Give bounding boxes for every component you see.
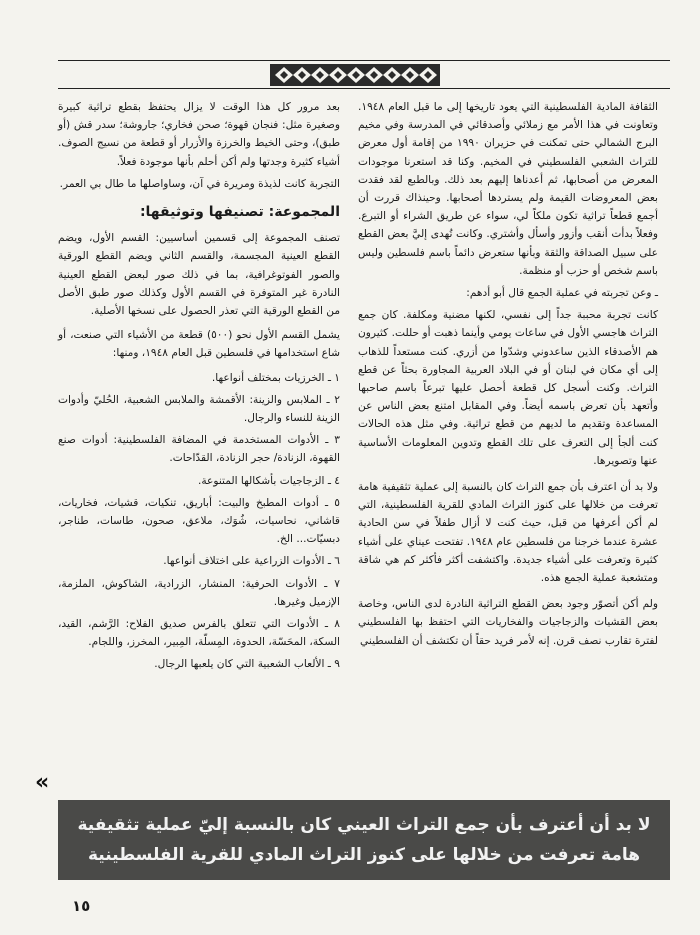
pull-quote-line: لا بد أن أعترف بأن جمع التراث العيني كان بالنسبة إليّ عملية تثقيفية [77, 815, 651, 835]
paragraph: كانت تجربة محببة جداً إلى نفسي، لكنها مضنية ومكلفة. كان جمع التراث هاجسي الأول في ساعات يومي وأينما ذهبت أو حللت. كثيرون هم الأصدقاء الذين ساعدوني وشدّوا من أزري. كنت مستعداً للذهاب إلى أي مكان في لبنان أو في البلاد العربية المجاورة بحثاً عن قطع التراث. وكنت أسجل كل قطعة أحصل عليها تبرعاً باسم صاحبها وأتعهد بأن تعرض باسمه أيضاً. وفي المقابل امتنع بعض الناس عن المساعدة وتقديم ما لديهم من قطع تراثية. وفي مثل هذه الحالات كنت ألجأ إلى التعرف على تلك القطع وتدوين المعلومات الأساسية عنها وتصويرها. [358, 309, 658, 467]
list-item: ٤ ـ الزجاجيات بأشكالها المتنوعة. [197, 474, 340, 487]
paragraph: الثقافة المادية الفلسطينية التي يعود تاريخها إلى ما قبل العام ١٩٤٨. وتعاونت في هذا الأمر مع زملائي وأصدقائي في المدرسة وفي مخيم البرج الشمالي حتى تمكنت في حزيران ١٩٩٠ من إقامة أول معرض للتراث الشعبي الفلسطيني في المخيم. وكنا قد استعرنا موجودات المعرض من أصحابها، ثم أعدناها إليهم بعد ذلك. وبالطبع لقد فقدت بعض المعروضات القيمة ولم يستردها أصحابها. وحينذاك قررت أن أجمع قطعاً تراثية تكون ملكاً لي، سواء عن طريق الشراء أو التبرع. وفعلاً بدأت أنقب وأزور وأسأل وأشتري. وكانت تُهدى إليَّ بعض القطع على سبيل الصداقة والثقة وبأنها ستعرض دائماً باسم فلسطين وليس باسم شخص أو حزب أو منظمة. [358, 101, 658, 277]
list-item: ٢ ـ الملابس والزينة: الأقمشة والملابس الشعبية، الحُليّ وأدوات الزينة للنساء والرجال. [58, 393, 340, 425]
top-rule [58, 60, 670, 61]
paragraph: تصنف المجموعة إلى قسمين أساسيين: القسم الأول، ويضم القطع العينية المجسمة، والقسم الثاني ويضم القطع الورقية والصور الفوتوغرافية، بما في ذلك صور لبعض القطع العينية النادرة غير المتوفرة في القسم الأول وكذلك صور طبق الأصل من القطع الورقية التي تعذر الحصول على نسخها الأصلية. [58, 232, 340, 318]
paragraph: ولم أكن أتصوّر وجود بعض القطع التراثية النادرة لدى الناس، وخاصة بعض القشيات والزجاجيات والفخاريات التي احتفظ بها الفلسطيني لفترة تقارب نصف قرن. إنه لأمر فريد حقاً أن تكتشف أن الفلسطيني [358, 598, 658, 647]
left-column [58, 98, 340, 678]
list-item: ٥ ـ أدوات المطبخ والبيت: أباريق، تنكيات، قشيات، فخاريات، قاشاني، نحاسيات، شُوَك، ملاعق، صحون، طاسات، طناجر، دبسيّات... الخ. [58, 496, 340, 546]
right-column [358, 98, 658, 654]
section-heading: المجموعة: تصنيفها وتوثيقها: [139, 204, 340, 221]
list-item: ٨ ـ الأدوات التي تتعلق بالفرس صديق الفلاح: الرَّشم، القيد، السكة، المحَسّة، الحدوة، المِسلّة، المِبير، المخرز، واللجام. [58, 618, 340, 649]
page-number: ١٥ [72, 897, 91, 915]
pull-quote [58, 800, 670, 880]
interview-question: ـ وعن تجربته في عملية الجمع قال أبو أدهم: [466, 287, 658, 300]
list-item: ٩ ـ الألعاب الشعبية التي كان يلعبها الرجال. [154, 658, 340, 671]
paragraph: بعد مرور كل هذا الوقت لا يزال يحتفظ بقطع تراثية كبيرة وصغيرة مثل: فنجان قهوة؛ صحن فخاري؛ جاروشة؛ سدر قش (أو طبق)، وحتى الخيط والخرزة والأزرار أو قطعة من نسيج الصوف. أشياء كثيرة وجدتها ولم أكن أحلم بأنها موجودة فعلاً. [58, 101, 340, 168]
pull-quote-line: هامة تعرفت من خلالها على كنوز التراث المادي للقرية الفلسطينية [87, 845, 641, 865]
list-item: ٧ ـ الأدوات الحرفية: المنشار، الزرادية، الشاكوش، الملزمة، الإزميل وغيرها. [58, 577, 340, 608]
items-list [58, 369, 340, 674]
list-item: ١ ـ الخرزيات بمختلف أنواعها. [211, 371, 340, 384]
continue-arrows-icon: « [35, 770, 50, 795]
paragraph: ولا بد أن اعترف بأن جمع التراث كان بالنسبة إلى عملية تثقيفية هامة تعرفت من خلالها على كنوز التراث المادي للقرية الفلسطينية، التي لم أكن أعرفها من قبل، حيث كنت لا أزال طفلاً في سن الحادية عشرة عندما خرجنا من فلسطين عام ١٩٤٨. تفتحت عيناي على أشياء كثيرة وتعرفت على أشياء جديدة. واكتشفت أكثر فأكثر كم هي شاقة ومتشعبة عملية الجمع هذه. [358, 481, 658, 585]
list-item: ٣ ـ الأدوات المستخدمة في المضافة الفلسطينية: أدوات صنع القهوة، الزنادة/ حجر الزنادة، القدّاحات. [58, 434, 340, 465]
top-rule-lower [58, 88, 670, 89]
paragraph: يشمل القسم الأول نحو (٥٠٠) قطعة من الأشياء التي صنعت، أو شاع استخدامها في فلسطين قبل العام ١٩٤٨، ومنها: [58, 329, 340, 360]
ornament-band [270, 64, 440, 86]
list-item: ٦ ـ الأدوات الزراعية على اختلاف أنواعها. [163, 555, 340, 568]
paragraph: التجربة كانت لذيذة ومريرة في آن، وساواصلها ما طال بي العمر. [59, 177, 340, 190]
